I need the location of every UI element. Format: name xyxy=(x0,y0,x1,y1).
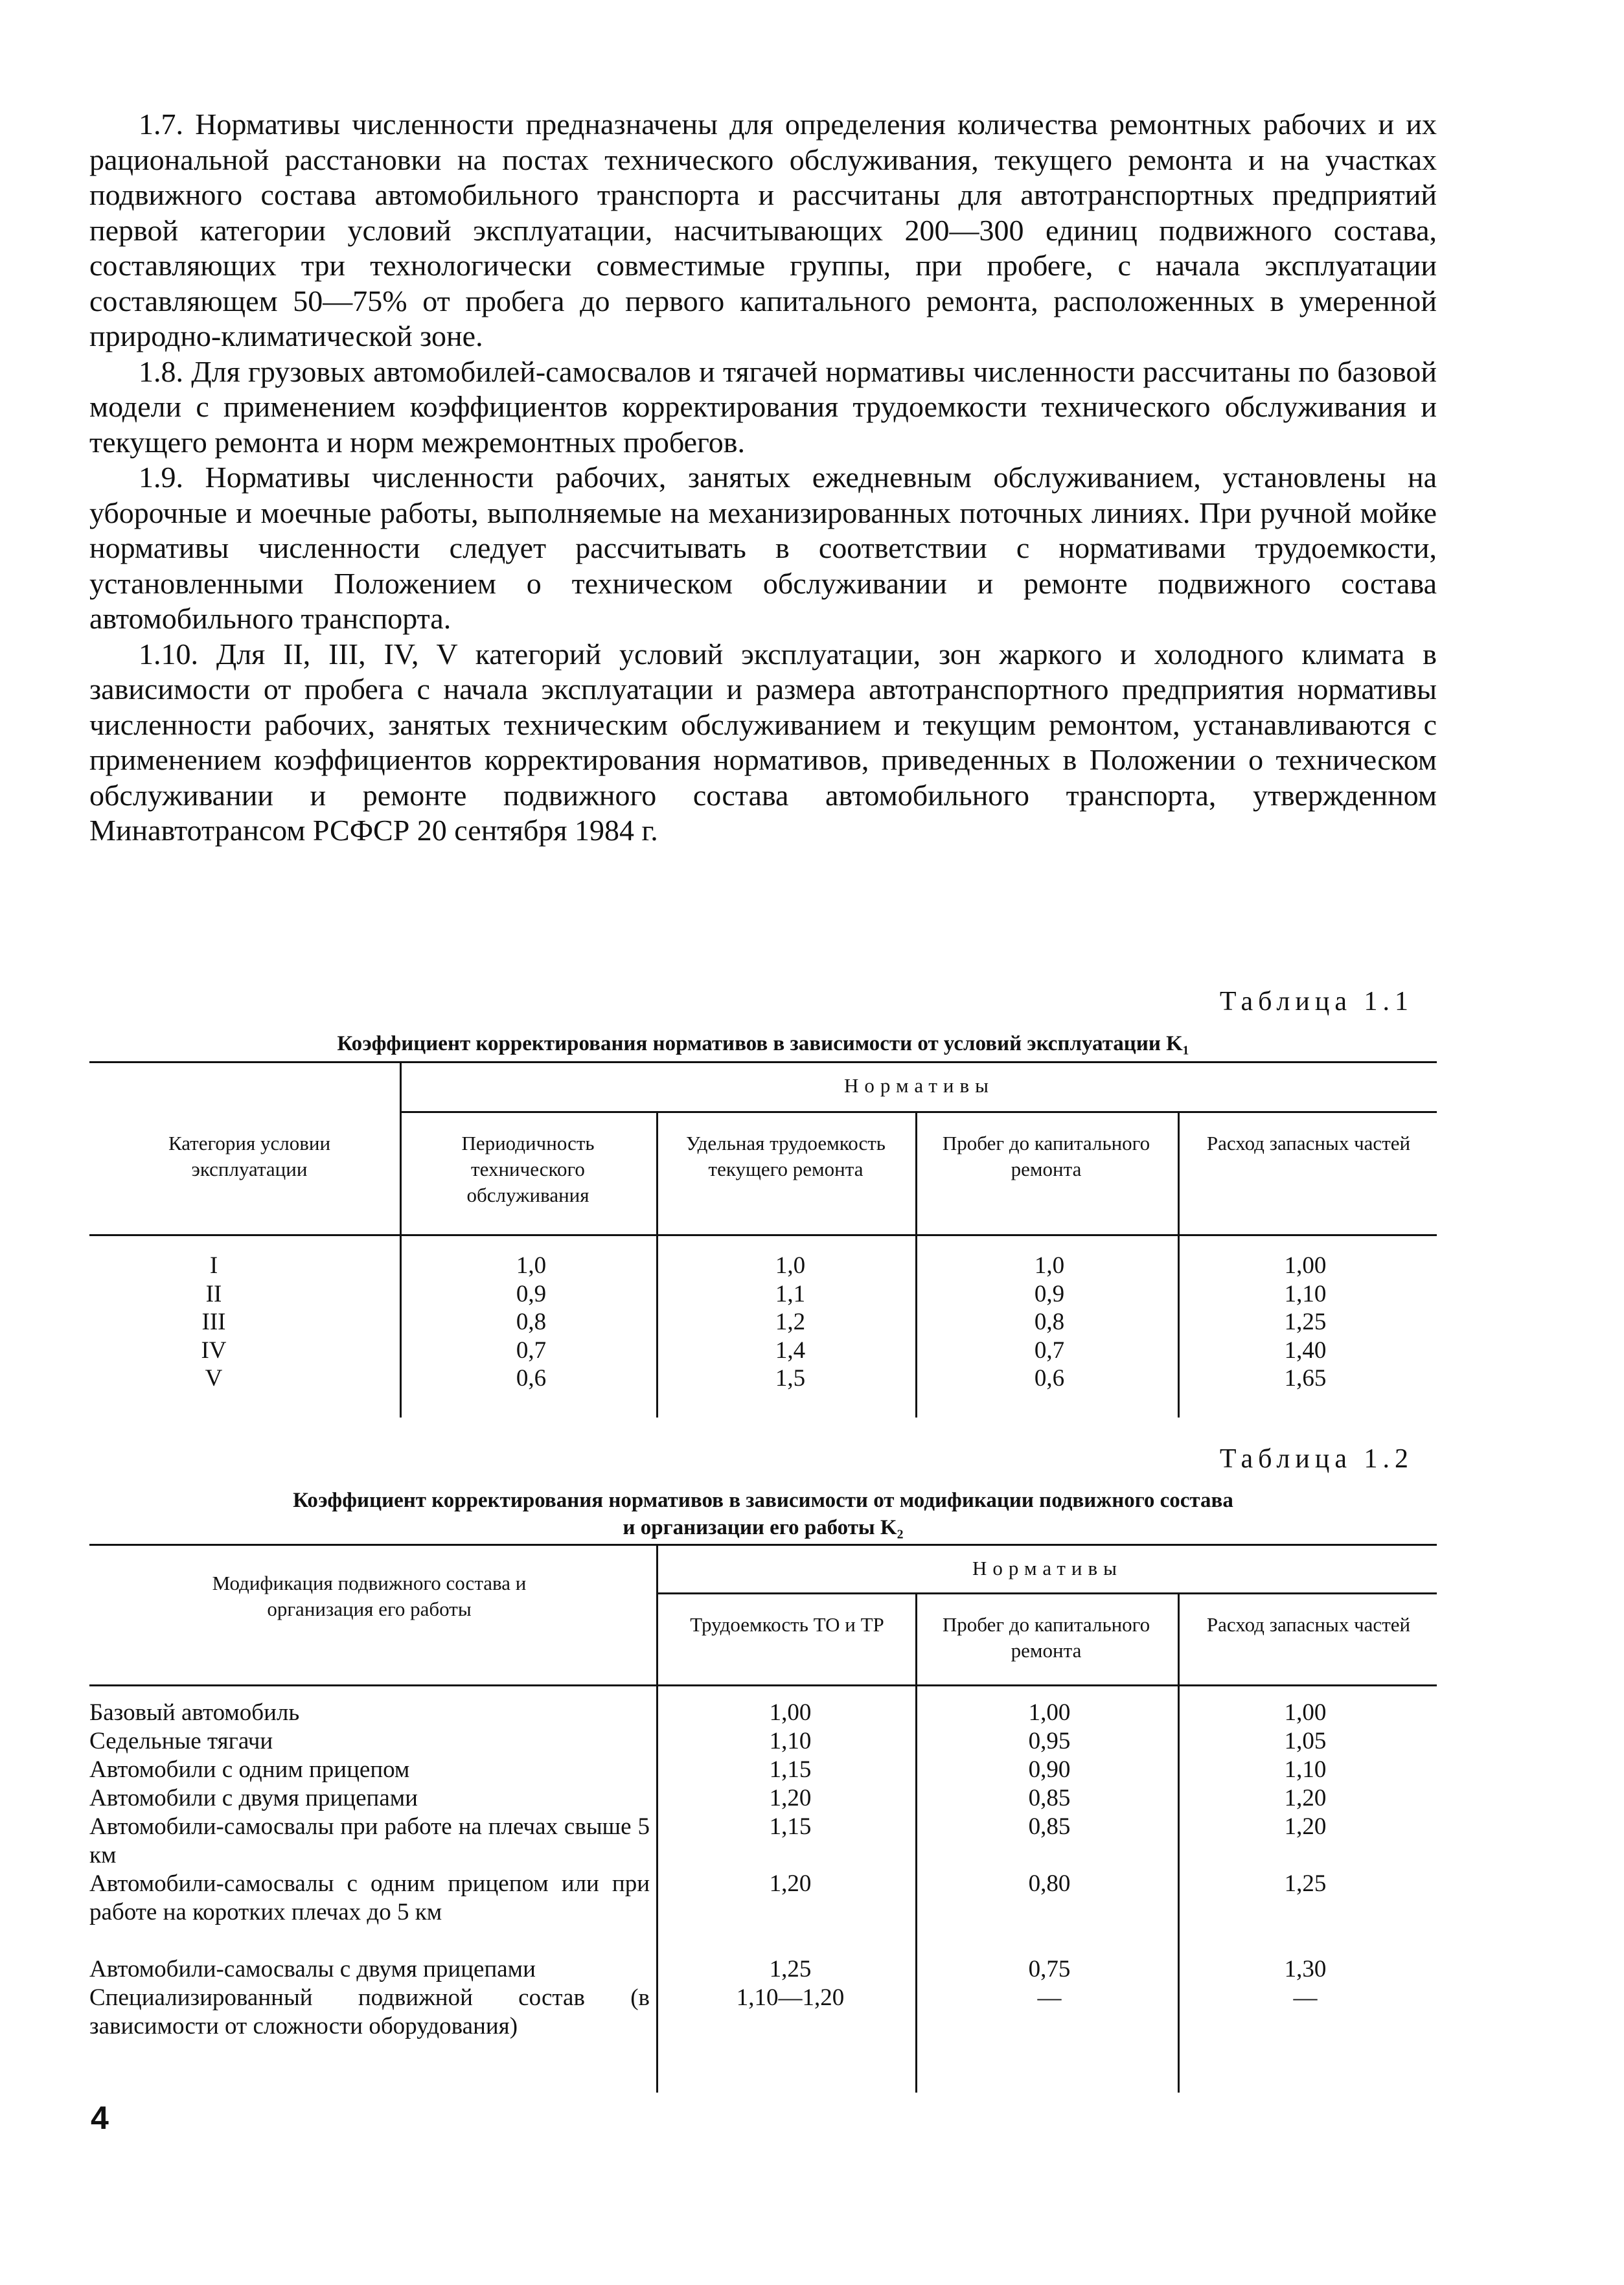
table-cell: 1,10 xyxy=(769,1728,812,1754)
table-cell: 1,10—1,20 xyxy=(736,1984,845,2011)
paragraph-1-9: 1.9. Нормативы численности рабочих, занятых ежедневным обслуживанием, установлены на уборочные и моечные работы, выполняемые на механизированных поточных линиях. При ручной мойке нормативы численности следует рассчитывать в соответствии с нормативами трудоемкости, установленными Положением о техническом обслуживании и ремонте подвижного состава автомобильного транспорта. xyxy=(89,461,1437,635)
table-cell: II xyxy=(205,1280,222,1307)
table-cell: 1,25 xyxy=(769,1956,812,1982)
row-label: Седельные тягачи xyxy=(89,1728,273,1754)
table-cell: 1,10 xyxy=(1284,1756,1327,1783)
column-header-category: Категория условии эксплуатации xyxy=(168,1132,331,1180)
table-cell: 1,2 xyxy=(775,1309,806,1335)
table-column-rule xyxy=(1178,1592,1180,2093)
table-cell: 0,7 xyxy=(1034,1337,1065,1364)
table-cell: 1,20 xyxy=(769,1785,812,1811)
column-header-mileage: Пробег до капитального ремонта xyxy=(942,1613,1150,1662)
table-rule xyxy=(89,1061,1437,1063)
table-cell: 0,8 xyxy=(1034,1309,1065,1335)
table-column-labor xyxy=(713,1252,868,1393)
table-cell: 0,75 xyxy=(1028,1956,1071,1982)
row-label: Автомобили с одним прицепом xyxy=(89,1756,410,1783)
table-rule xyxy=(89,1544,1437,1546)
table-column-rule xyxy=(656,1111,658,1418)
paragraph-1-10: 1.10. Для II, III, IV, V категорий условий эксплуатации, зон жаркого и холодного климата в зависимости от пробега с начала эксплуатации и размера автотранспортного предприятия нормативы численности рабочих, занятых техническим обслуживанием и текущим ремонтом, устанавливаются с применением коэффициентов корректирования нормативов, приведенных в Положении о техническом обслуживании и ремонте подвижного состава автомобильного транспорта, утвержденном Минавтотрансом РСФСР 20 сентября 1984 г. xyxy=(89,637,1437,847)
table-column-rule xyxy=(1178,1111,1180,1418)
column-header-parts: Расход запасных частей xyxy=(1206,1132,1411,1154)
column-header-parts: Расход запасных частей xyxy=(1206,1613,1411,1636)
table-cell: 1,0 xyxy=(516,1252,547,1279)
row-label: Специализированный подвижной состав (в зависимости от сложности оборудования) xyxy=(89,1984,650,2039)
table-cell: 0,95 xyxy=(1028,1728,1071,1754)
table-cell: 1,4 xyxy=(775,1337,806,1364)
table-cell: 1,20 xyxy=(1284,1813,1327,1840)
table-1-2-title-line-1: Коэффициент корректирования нормативов в зависимости от модификации подвижного состава xyxy=(293,1489,1233,1512)
table-cell: 0,7 xyxy=(516,1337,547,1364)
table-cell: 0,9 xyxy=(1034,1280,1065,1307)
table-cell: I xyxy=(209,1252,218,1279)
table-cell: 1,5 xyxy=(775,1365,806,1392)
row-label: Автомобили с двумя прицепами xyxy=(89,1785,418,1811)
table-1-1-label: Таблица 1.1 xyxy=(1219,987,1413,1016)
table-cell: III xyxy=(201,1309,226,1335)
column-header-modification: Модификация подвижного состава и организация его работы xyxy=(212,1572,527,1620)
table-cell: 1,65 xyxy=(1284,1365,1327,1392)
table-rule xyxy=(656,1592,1437,1594)
table-cell: 1,15 xyxy=(769,1813,812,1840)
table-cell: 1,00 xyxy=(1284,1252,1327,1279)
table-rule xyxy=(89,1234,1437,1236)
table-cell: 1,00 xyxy=(769,1699,812,1726)
column-header-periodicity: Периодичность технического обслуживания xyxy=(461,1132,595,1206)
table-cell: 1,25 xyxy=(1284,1870,1327,1897)
table-cell: 1,15 xyxy=(769,1756,812,1783)
table-cell: 1,00 xyxy=(1028,1699,1071,1726)
row-label: Автомобили-самосвалы при работе на плечах свыше 5 км xyxy=(89,1813,650,1868)
table-cell: — xyxy=(1293,1984,1318,2011)
table-column-rule xyxy=(915,1111,917,1418)
row-label: Автомобили-самосвалы с двумя прицепами xyxy=(89,1956,536,1982)
table-cell: 1,20 xyxy=(1284,1785,1327,1811)
column-header-labor: Удельная трудоемкость текущего ремонта xyxy=(686,1132,886,1180)
table-cell: 1,25 xyxy=(1284,1309,1327,1335)
column-header-labor: Трудоемкость ТО и ТР xyxy=(690,1613,884,1636)
page-number: 4 xyxy=(91,2100,109,2136)
table-cell: 0,90 xyxy=(1028,1756,1071,1783)
table-column-parts xyxy=(1228,1252,1383,1393)
table-cell: 0,80 xyxy=(1028,1870,1071,1897)
table-column-mileage xyxy=(972,1252,1127,1393)
table-column-category xyxy=(175,1252,253,1393)
table-1-2-title-line-2: и организации его работы K₂ xyxy=(623,1516,904,1539)
paragraph-1-8: 1.8. Для грузовых автомобилей-самосвалов и тягачей нормативы численности рассчитаны по базовой модели с применением коэффициентов корректирования трудоемкости технического обслуживания и текущего ремонта и норм межремонтных пробегов. xyxy=(89,354,1437,459)
table-cell: 0,8 xyxy=(516,1309,547,1335)
table-cell: 1,40 xyxy=(1284,1337,1327,1364)
table-cell: 1,00 xyxy=(1284,1699,1327,1726)
table-cell: 1,1 xyxy=(775,1280,806,1307)
column-header-mileage: Пробег до капитального ремонта xyxy=(942,1132,1150,1180)
table-cell: 1,0 xyxy=(1034,1252,1065,1279)
table-1-1-title: Коэффициент корректирования нормативов в зависимости от условий эксплуатации K₁ xyxy=(337,1032,1189,1055)
table-cell: 1,20 xyxy=(769,1870,812,1897)
table-cell: IV xyxy=(201,1337,227,1364)
table-column-rule xyxy=(656,1544,658,2093)
row-label: Автомобили-самосвалы с одним прицепом или при работе на коротких плечах до 5 км xyxy=(89,1870,650,1925)
table-cell: 0,6 xyxy=(516,1365,547,1392)
table-cell: 1,05 xyxy=(1284,1728,1327,1754)
paragraph-1-7: 1.7. Нормативы численности предназначены для определения количества ремонтных рабочих и их рациональной расстановки на постах технического обслуживания, текущего ремонта и на участках подвижного состава автомобильного транспорта и рассчитаны для автотранспортных предприятий первой категории условий эксплуатации, насчитывающих 200—300 единиц подвижного состава, составляющих три технологически совместимые группы, при пробеге, с начала эксплуатации составляющем 50—75% от пробега до первого капитального ремонта, расположенных в умеренной природно-климатической зоне. xyxy=(89,108,1437,352)
table-cell: 1,30 xyxy=(1284,1956,1327,1982)
table-rule xyxy=(89,1684,1437,1686)
table-column-rule xyxy=(915,1592,917,2093)
table-cell: V xyxy=(205,1365,223,1392)
table-cell: 0,6 xyxy=(1034,1365,1065,1392)
table-cell: — xyxy=(1037,1984,1062,2011)
table-cell: 0,85 xyxy=(1028,1785,1071,1811)
table-column-rule xyxy=(400,1061,402,1418)
table-1-2-label: Таблица 1.2 xyxy=(1219,1444,1413,1474)
table-cell: 1,10 xyxy=(1284,1280,1327,1307)
table-rule xyxy=(400,1111,1437,1113)
table-cell: 0,85 xyxy=(1028,1813,1071,1840)
table-cell: 1,0 xyxy=(775,1252,806,1279)
table-group-header: Нормативы xyxy=(972,1557,1123,1579)
body-text xyxy=(89,107,1437,849)
table-column-periodicity xyxy=(453,1252,609,1393)
table-group-header: Нормативы xyxy=(844,1074,994,1097)
table-cell: 0,9 xyxy=(516,1280,547,1307)
row-label: Базовый автомобиль xyxy=(89,1699,300,1726)
